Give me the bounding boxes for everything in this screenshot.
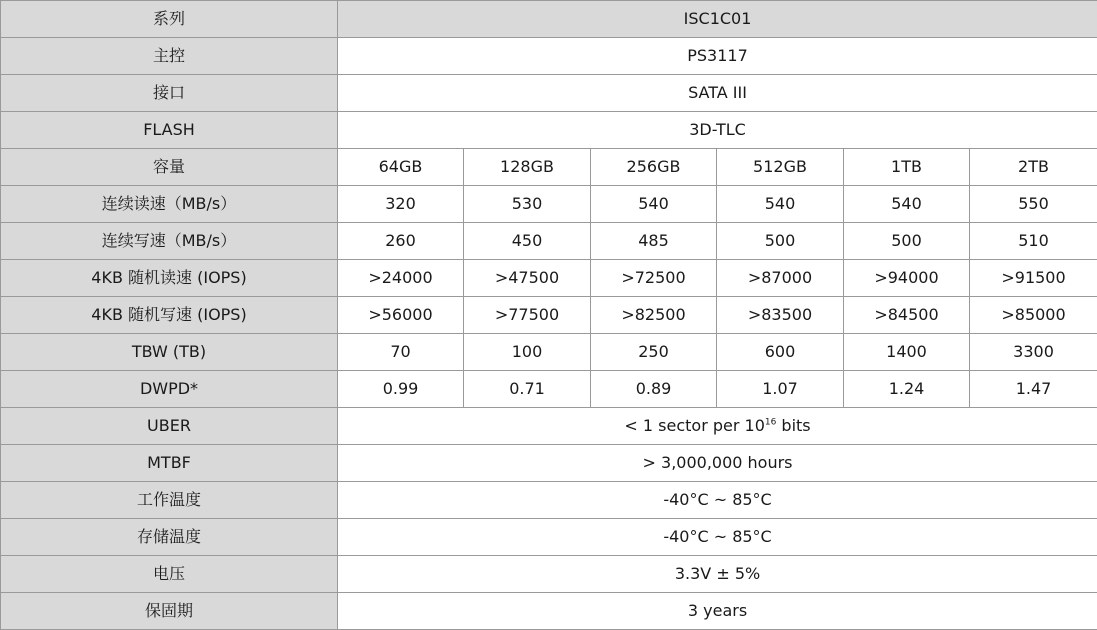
- label-tbw: TBW (TB): [1, 334, 338, 371]
- capacity-cell: 2TB: [970, 149, 1097, 186]
- label-warranty: 保固期: [1, 593, 338, 630]
- capacity-cell: 256GB: [591, 149, 717, 186]
- rand-read-cell: >94000: [844, 260, 970, 297]
- seq-write-cell: 485: [591, 223, 717, 260]
- uber-exponent: 16: [765, 418, 776, 428]
- row-controller: [1, 38, 1097, 75]
- dwpd-cell: 1.24: [844, 371, 970, 408]
- capacity-cell: 128GB: [464, 149, 591, 186]
- row-uber: [1, 408, 1097, 445]
- row-flash: [1, 112, 1097, 149]
- rand-write-cell: >84500: [844, 297, 970, 334]
- rand-read-cell: >91500: [970, 260, 1097, 297]
- rand-read-cell: >72500: [591, 260, 717, 297]
- row-series: [1, 1, 1097, 38]
- value-controller: PS3117: [338, 38, 1097, 75]
- label-mtbf: MTBF: [1, 445, 338, 482]
- dwpd-cell: 1.07: [717, 371, 844, 408]
- value-uber: [338, 408, 1097, 445]
- tbw-cell: 70: [338, 334, 464, 371]
- row-voltage: [1, 556, 1097, 593]
- seq-read-cell: 540: [591, 186, 717, 223]
- uber-value-pre: < 1 sector per 10: [624, 416, 764, 435]
- rand-write-cell: >85000: [970, 297, 1097, 334]
- seq-read-cell: 540: [717, 186, 844, 223]
- seq-write-cell: 260: [338, 223, 464, 260]
- label-capacity: 容量: [1, 149, 338, 186]
- rand-read-cell: >47500: [464, 260, 591, 297]
- row-mtbf: [1, 445, 1097, 482]
- label-interface: 接口: [1, 75, 338, 112]
- seq-write-cell: 510: [970, 223, 1097, 260]
- uber-value-post: bits: [776, 416, 810, 435]
- seq-read-cell: 530: [464, 186, 591, 223]
- label-storage-temp: 存储温度: [1, 519, 338, 556]
- dwpd-cell: 1.47: [970, 371, 1097, 408]
- row-warranty: [1, 593, 1097, 630]
- row-capacity: [1, 149, 1097, 186]
- dwpd-cell: 0.99: [338, 371, 464, 408]
- seq-write-cell: 450: [464, 223, 591, 260]
- label-rand-read: 4KB 随机读速 (IOPS): [1, 260, 338, 297]
- value-op-temp: -40°C ~ 85°C: [338, 482, 1097, 519]
- label-uber: UBER: [1, 408, 338, 445]
- row-interface: [1, 75, 1097, 112]
- tbw-cell: 250: [591, 334, 717, 371]
- label-seq-write: 连续写速（MB/s）: [1, 223, 338, 260]
- rand-write-cell: >83500: [717, 297, 844, 334]
- capacity-cell: 512GB: [717, 149, 844, 186]
- dwpd-cell: 0.71: [464, 371, 591, 408]
- tbw-cell: 1400: [844, 334, 970, 371]
- tbw-cell: 100: [464, 334, 591, 371]
- row-tbw: [1, 334, 1097, 371]
- seq-read-cell: 550: [970, 186, 1097, 223]
- value-warranty: 3 years: [338, 593, 1097, 630]
- seq-read-cell: 320: [338, 186, 464, 223]
- rand-write-cell: >56000: [338, 297, 464, 334]
- label-dwpd: DWPD*: [1, 371, 338, 408]
- capacity-cell: 64GB: [338, 149, 464, 186]
- row-storage-temp: [1, 519, 1097, 556]
- label-flash: FLASH: [1, 112, 338, 149]
- rand-write-cell: >82500: [591, 297, 717, 334]
- seq-write-cell: 500: [844, 223, 970, 260]
- value-series: ISC1C01: [338, 1, 1097, 38]
- row-seq-write: [1, 223, 1097, 260]
- label-series: 系列: [1, 1, 338, 38]
- seq-write-cell: 500: [717, 223, 844, 260]
- tbw-cell: 600: [717, 334, 844, 371]
- label-seq-read: 连续读速（MB/s）: [1, 186, 338, 223]
- row-rand-read: [1, 260, 1097, 297]
- row-dwpd: [1, 371, 1097, 408]
- row-seq-read: [1, 186, 1097, 223]
- tbw-cell: 3300: [970, 334, 1097, 371]
- dwpd-cell: 0.89: [591, 371, 717, 408]
- rand-write-cell: >77500: [464, 297, 591, 334]
- value-voltage: 3.3V ± 5%: [338, 556, 1097, 593]
- seq-read-cell: 540: [844, 186, 970, 223]
- label-op-temp: 工作温度: [1, 482, 338, 519]
- value-storage-temp: -40°C ~ 85°C: [338, 519, 1097, 556]
- row-rand-write: [1, 297, 1097, 334]
- rand-read-cell: >24000: [338, 260, 464, 297]
- label-rand-write: 4KB 随机写速 (IOPS): [1, 297, 338, 334]
- label-controller: 主控: [1, 38, 338, 75]
- value-flash: 3D-TLC: [338, 112, 1097, 149]
- label-voltage: 电压: [1, 556, 338, 593]
- value-mtbf: > 3,000,000 hours: [338, 445, 1097, 482]
- value-interface: SATA III: [338, 75, 1097, 112]
- row-op-temp: [1, 482, 1097, 519]
- rand-read-cell: >87000: [717, 260, 844, 297]
- capacity-cell: 1TB: [844, 149, 970, 186]
